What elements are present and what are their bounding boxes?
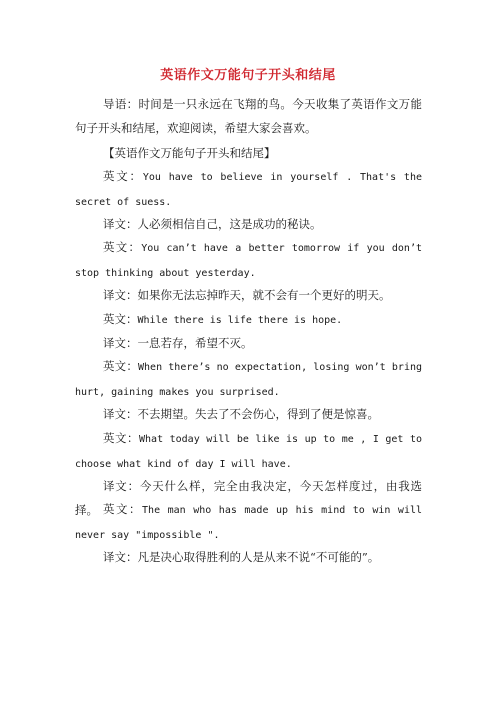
translation-sentence: 译文：今天什么样，完全由我决定，今天怎样度过，由我选择。	[75, 479, 422, 517]
intro-paragraph: 导语：时间是一只永远在飞翔的鸟。今天收集了英语作文万能句子开头和结尾，欢迎阅读，希望大家会喜欢。	[75, 97, 422, 135]
translation-sentence: 译文：如果你无法忘掉昨天，就不会有一个更好的明天。	[103, 288, 391, 302]
english-text: When there’s no expectation, losing won’t bring hurt, gaining makes you surprised.	[75, 362, 423, 398]
translation-sentence: 译文：一息若存，希望不灭。	[103, 336, 253, 350]
translation-sentence: 译文：不去期望。失去了不会伤心，得到了便是惊喜。	[103, 407, 379, 421]
english-sentence	[75, 355, 422, 404]
english-sentence	[75, 427, 422, 476]
english-text: What today will be like is up to me , I get to choose what kind of day I will have.	[75, 434, 422, 470]
english-label: 英文：	[103, 359, 139, 373]
english-label: 英文：	[103, 312, 138, 326]
english-sentence	[75, 236, 422, 285]
english-text: You have to believe in yourself . That's the secret of suess.	[75, 172, 422, 208]
english-label: 英文：	[103, 169, 143, 183]
english-sentence	[75, 165, 422, 214]
translation-sentence: 译文：人必须相信自己，这是成功的秘诀。	[103, 217, 322, 231]
english-sentence	[75, 498, 422, 547]
english-sentence	[75, 308, 422, 333]
english-text: The man who has made up his mind to win will never say "impossible ".	[75, 505, 423, 541]
english-text: You can’t have a better tomorrow if you don’t stop thinking about yesterday.	[75, 243, 422, 279]
section-heading: 【英语作文万能句子开头和结尾】	[103, 146, 276, 160]
english-label: 英文：	[103, 431, 140, 445]
english-text: While there is life there is hope.	[137, 315, 343, 326]
english-label: 英文：	[103, 240, 142, 254]
english-label: 英文：	[103, 502, 143, 516]
document-title: 英语作文万能句子开头和结尾	[160, 68, 336, 83]
translation-sentence: 译文：凡是决心取得胜利的人是从来不说“不可能的”。	[103, 550, 380, 564]
